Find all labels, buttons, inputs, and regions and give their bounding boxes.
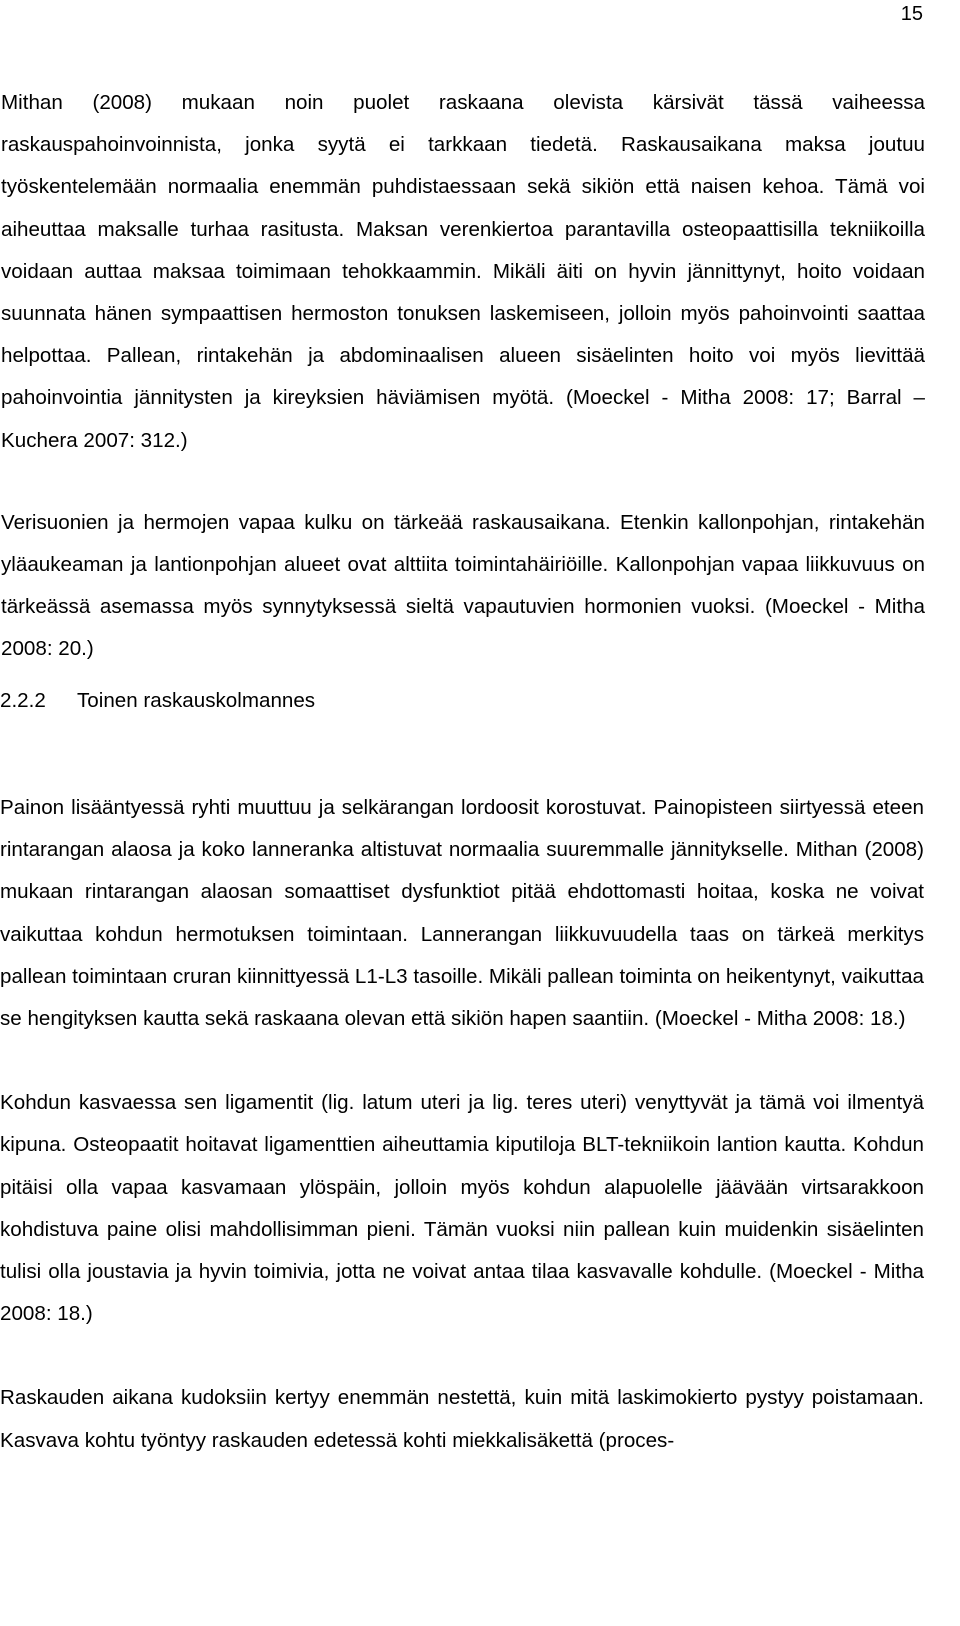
- section-body: [0, 787, 924, 1462]
- paragraph-posture-changes: Painon lisääntyessä ryhti muuttuu ja selkärangan lordoosit korostuvat. Painopisteen siirtyessä eteen rintarangan alaosa ja koko lanneranka altistuvat normaalia suuremmalle jännitykselle. Mithan (2008) mukaan rintarangan alaosan somaattiset dysfunktiot pitää ehdottomasti hoitaa, koska ne voivat vaikuttaa kohdun hermotuksen toimintaan. Lannerangan liikkuvuudella taas on tärkeä merkitys pallean toimintaan cruran kiinnittyessä L1-L3 tasoille. Mikäli pallean toiminta on heikentynyt, vaikuttaa se hengityksen kautta sekä raskaana olevan että sikiön hapen saantiin. (Moeckel - Mitha 2008: 18.): [0, 796, 924, 1031]
- section-title: Toinen raskauskolmannes: [77, 689, 316, 712]
- paragraph-uterine-ligaments: Kohdun kasvaessa sen ligamentit (lig. latum uteri ja lig. teres uteri) venyttyvät ja tämä voi ilmentyä kipuna. Osteopaatit hoitavat ligamenttien aiheuttamia kiputiloja BLT-tekniikoin lantion kautta. Kohdun pitäisi olla vapaa kasvamaan ylöspäin, jolloin myös kohdun alapuolelle jäävään virtsarakkoon kohdistuva paine olisi mahdollisimman pieni. Tämän vuoksi niin pallean kuin muidenkin sisäelinten tulisi olla joustavia ja hyvin toimivia, jotta ne voivat antaa tilaa kasvavalle kohdulle. (Moeckel - Mitha 2008: 18.): [0, 1091, 924, 1326]
- section-heading: [0, 680, 315, 722]
- section-number: 2.2.2: [0, 689, 46, 712]
- page-number: 15: [900, 3, 923, 25]
- paragraph-fluid-retention: Raskauden aikana kudoksiin kertyy enemmän nestettä, kuin mitä laskimokierto pystyy poistamaan. Kasvava kohtu työntyy raskauden edetessä kohti miekkalisäkettä (proces-: [0, 1386, 924, 1452]
- paragraph-pregnancy-nausea: Mithan (2008) mukaan noin puolet raskaana olevista kärsivät tässä vaiheessa raskauspahoinvoinnista, jonka syytä ei tarkkaan tiedetä. Raskausaikana maksa joutuu työskentelemään normaalia enemmän puhdistaessaan sekä sikiön että naisen kehoa. Tämä voi aiheuttaa maksalle turhaa rasitusta. Maksan verenkiertoa parantavilla osteopaattisilla tekniikoilla voidaan auttaa maksaa toimimaan tehokkaammin. Mikäli äiti on hyvin jännittynyt, hoito voidaan suunnata hänen sympaattisen hermoston tonuksen laskemiseen, jolloin myös pahoinvointi saattaa helpottaa. Pallean, rintakehän ja abdominaalisen alueen sisäelinten hoito voi myös lievittää pahoinvointia jännitysten ja kireyksien häviämisen myötä. (Moeckel - Mitha 2008: 17; Barral – Kuchera 2007: 312.): [1, 91, 925, 452]
- document-body: [1, 82, 925, 671]
- paragraph-vessels-nerves: Verisuonien ja hermojen vapaa kulku on tärkeää raskausaikana. Etenkin kallonpohjan, rintakehän yläaukeaman ja lantionpohjan alueet ovat alttiita toimintahäiriöille. Kallonpohjan vapaa liikkuvuus on tärkeässä asemassa myös synnytyksessä sieltä vapautuvien hormonien vuoksi. (Moeckel - Mitha 2008: 20.): [1, 510, 925, 661]
